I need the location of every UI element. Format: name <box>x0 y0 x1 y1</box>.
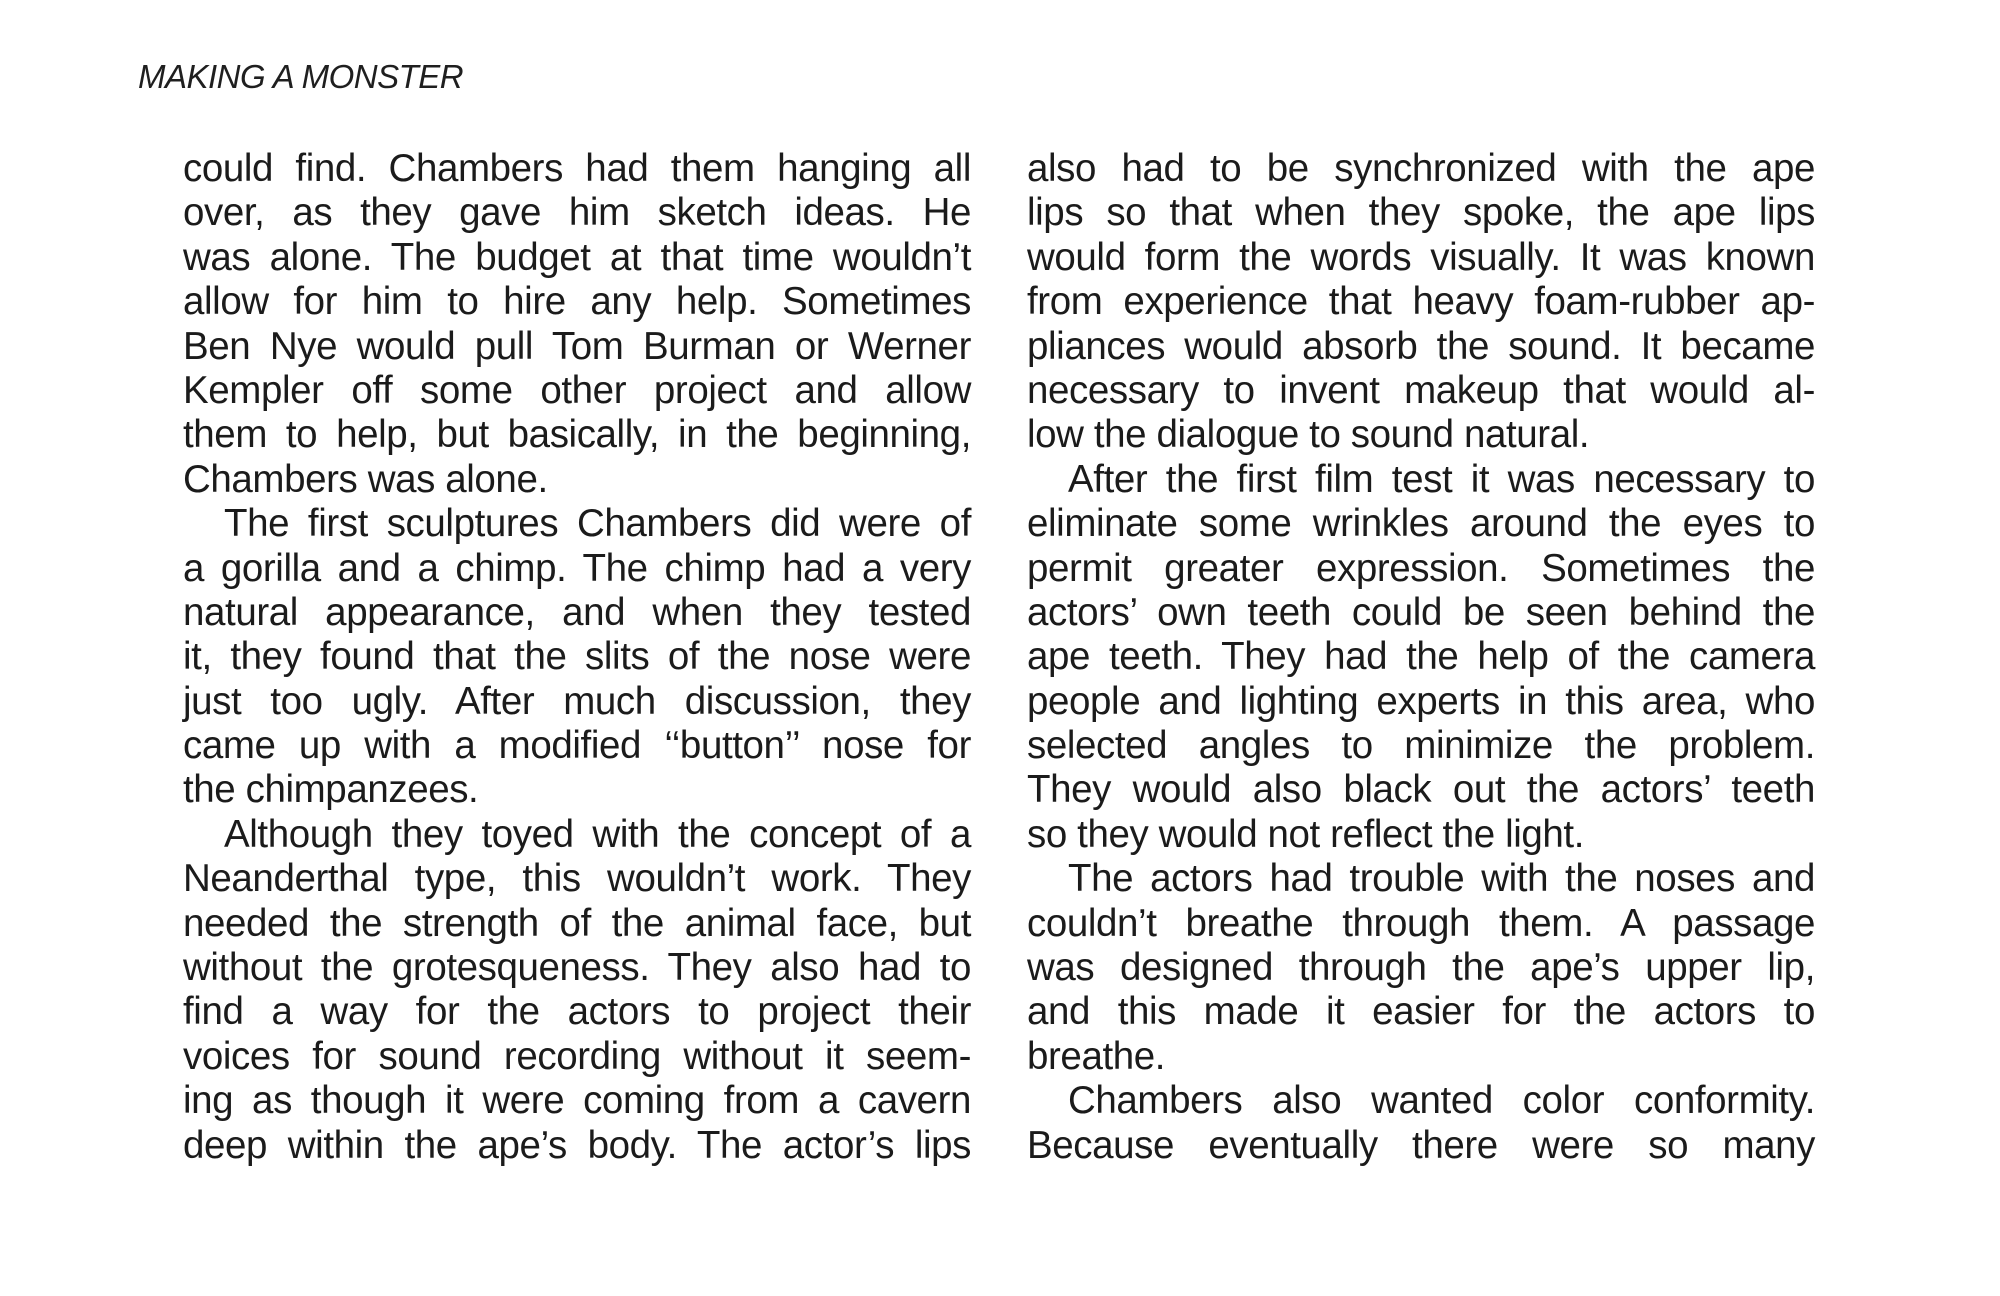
text-line: necessary to invent makeup that would al- <box>1027 368 1815 412</box>
text-line: and this made it easier for the actors to <box>1027 990 1815 1034</box>
text-line: pliances would absorb the sound. It became <box>1027 324 1815 368</box>
text-line: They would also black out the actors’ teeth <box>1027 768 1815 812</box>
text-line: Kempler off some other project and allow <box>183 368 971 412</box>
text-line: so they would not reflect the light. <box>1027 812 1585 856</box>
text-line: a gorilla and a chimp. The chimp had a very <box>183 546 971 590</box>
text-line: came up with a modified ‘‘button’’ nose for <box>183 724 971 768</box>
paragraph-first-line: Although they toyed with the concept of a <box>224 812 971 856</box>
text-line: voices for sound recording without it seem- <box>183 1034 971 1078</box>
text-line: without the grotesqueness. They also had to <box>183 946 971 990</box>
paragraph-first-line: After the first film test it was necessary to <box>1068 457 1815 501</box>
text-line: deep within the ape’s body. The actor’s lips <box>183 1123 971 1167</box>
paragraph-first-line: The first sculptures Chambers did were of <box>224 502 971 546</box>
text-line: people and lighting experts in this area, who <box>1027 679 1815 723</box>
text-line: selected angles to minimize the problem. <box>1027 724 1815 768</box>
left-column <box>183 147 971 1168</box>
text-line: over, as they gave him sketch ideas. He <box>183 191 971 235</box>
text-line: would form the words visually. It was known <box>1027 235 1815 279</box>
text-line: actors’ own teeth could be seen behind the <box>1027 590 1815 634</box>
text-line: breathe. <box>1027 1034 1166 1078</box>
text-line: from experience that heavy foam-rubber ap- <box>1027 280 1815 324</box>
text-line: permit greater expression. Sometimes the <box>1027 546 1815 590</box>
text-line: could find. Chambers had them hanging all <box>183 147 971 190</box>
right-column <box>1027 147 1815 1168</box>
text-line: Chambers was alone. <box>183 457 548 501</box>
text-line: ape teeth. They had the help of the camera <box>1027 635 1815 679</box>
text-line: Neanderthal type, this wouldn’t work. They <box>183 857 971 901</box>
text-line: also had to be synchronized with the ape <box>1027 147 1815 190</box>
text-line: eliminate some wrinkles around the eyes to <box>1027 502 1815 546</box>
text-line: couldn’t breathe through them. A passage <box>1027 901 1815 945</box>
text-line: was designed through the ape’s upper lip, <box>1027 946 1815 990</box>
text-line: allow for him to hire any help. Sometimes <box>183 280 971 324</box>
text-line: needed the strength of the animal face, but <box>183 901 971 945</box>
text-line: find a way for the actors to project their <box>183 990 971 1034</box>
text-line: was alone. The budget at that time wouldn’t <box>183 235 971 279</box>
text-line: low the dialogue to sound natural. <box>1027 413 1590 457</box>
text-line: natural appearance, and when they tested <box>183 590 971 634</box>
text-line: it, they found that the slits of the nose were <box>183 635 971 679</box>
text-line: ing as though it were coming from a cavern <box>183 1079 971 1123</box>
paragraph-first-line: Chambers also wanted color conformity. <box>1068 1079 1815 1123</box>
paragraph-first-line: The actors had trouble with the noses and <box>1068 857 1815 901</box>
text-line: Ben Nye would pull Tom Burman or Werner <box>183 324 971 368</box>
text-line: Because eventually there were so many <box>1027 1123 1815 1167</box>
text-line: them to help, but basically, in the beginning, <box>183 413 971 457</box>
text-line: the chimpanzees. <box>183 768 479 812</box>
text-line: just too ugly. After much discussion, they <box>183 679 971 723</box>
running-head: MAKING A MONSTER <box>138 58 464 95</box>
text-line: lips so that when they spoke, the ape lips <box>1027 191 1815 235</box>
